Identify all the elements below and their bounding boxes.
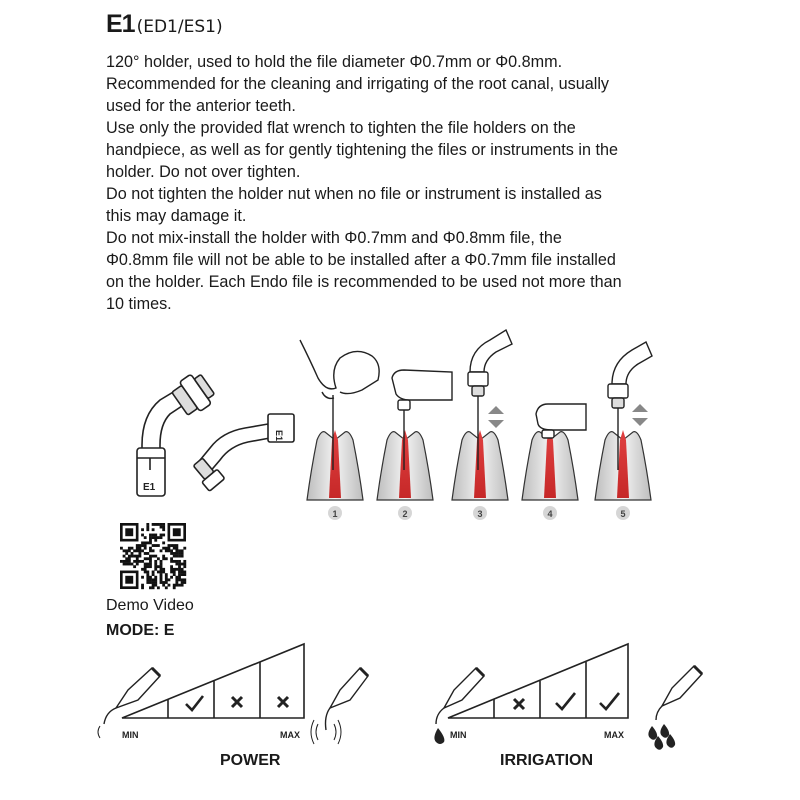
step-number-2 [398,506,412,520]
qr-code-icon [120,523,186,589]
tooth-step-5 [595,430,651,500]
tip-label-2: E1 [274,430,284,442]
water-drop-icon [434,728,444,744]
instruction-line: handpiece, as well as for gently tightening the files or instruments in the [106,141,618,159]
svg-text:1: 1 [332,509,338,519]
holder-tip-alt-icon [190,414,294,491]
up-down-arrow-icon [488,406,504,428]
scaler-tip-spray-icon [656,666,702,720]
power-title: POWER [220,752,281,769]
instruction-line: 120° holder, used to hold the file diameter Φ0.7mm or Φ0.8mm. [106,53,563,71]
step-number-3 [473,506,487,520]
instruction-line: this may damage it. [106,207,247,225]
tooth-step-2 [377,430,433,500]
power-max-label: MAX [280,730,300,740]
instruction-line: on the holder. Each Endo file is recommended to be used not more than [106,273,622,291]
tooth-step-1 [307,430,363,500]
scaler-tip-low-icon [98,668,160,738]
water-drops-icon [648,724,675,750]
tooth-step-3 [452,430,508,500]
instruction-line: used for the anterior teeth. [106,97,296,115]
svg-text:4: 4 [547,509,553,519]
scaler-tip-high-icon [311,668,368,744]
step-number-5 [616,506,630,520]
instruction-line: Φ0.8mm file will not be able to be installed after a Φ0.7mm file installed [106,251,616,269]
tip-variants: (ED1/ES1) [136,17,223,37]
step-number-4 [543,506,557,520]
svg-text:3: 3 [477,509,483,519]
up-down-arrow-icon [632,404,648,426]
power-scale [98,644,368,744]
instruction-line: 10 times. [106,295,172,313]
irrigation-scale [434,644,702,750]
tip-label-1: E1 [143,482,156,493]
power-min-label: MIN [122,730,139,740]
irrigation-max-label: MAX [604,730,624,740]
instruction-line: holder. Do not over tighten. [106,163,301,181]
mode-label: MODE: E [106,622,175,639]
svg-text:5: 5 [620,509,626,519]
steps-illustration [300,330,652,520]
svg-text:2: 2 [402,509,408,519]
tip-code: E1 [106,10,135,38]
tooth-step-4 [522,430,578,500]
instruction-line: Use only the provided flat wrench to tighten the file holders on the [106,119,576,137]
irrigation-title: IRRIGATION [500,752,594,769]
instruction-line: Do not mix-install the holder with Φ0.7mm and Φ0.8mm file, the [106,229,562,247]
step-number-1 [328,506,342,520]
demo-video-label: Demo Video [106,597,194,614]
instruction-line: Do not tighten the holder nut when no file or instrument is installed as [106,185,602,203]
instruction-line: Recommended for the cleaning and irrigating of the root canal, usually [106,75,610,93]
irrigation-min-label: MIN [450,730,467,740]
